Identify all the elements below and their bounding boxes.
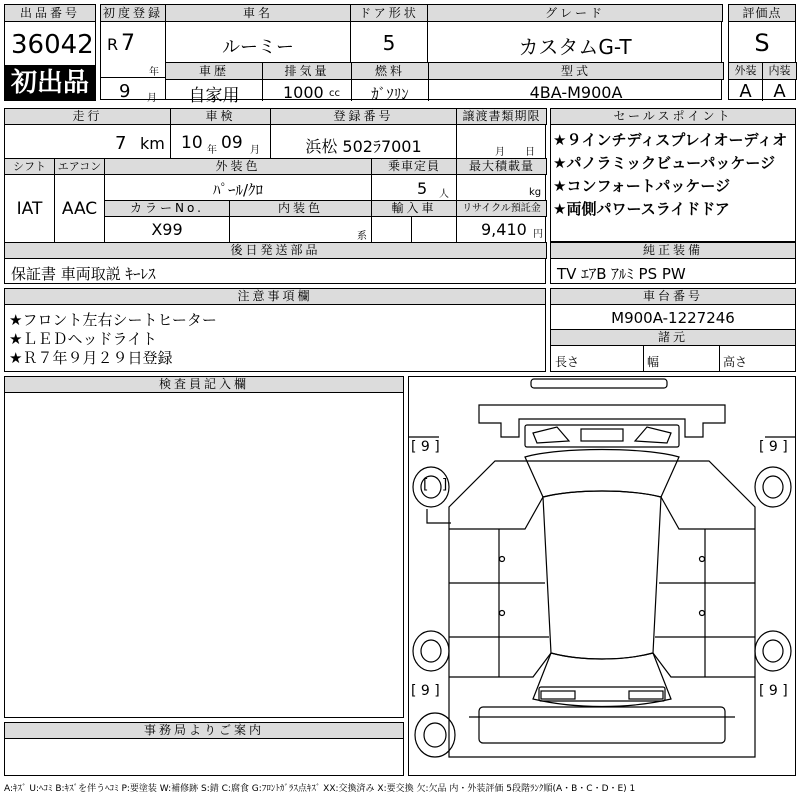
reg-month: 9 xyxy=(119,81,131,102)
tire-grade-spare: [ ] xyxy=(423,477,448,493)
shift-label: シフト xyxy=(4,158,55,175)
lot-number: 36042 xyxy=(11,30,94,60)
model-label: 型式 xyxy=(428,62,724,80)
office-label: 事務局よりご案内 xyxy=(4,722,404,739)
score-label: 評価点 xyxy=(728,4,796,22)
d-vline-1 xyxy=(170,108,171,159)
inspection-month-unit: 月 xyxy=(250,145,260,156)
tire-grade-fl-value: 9 xyxy=(420,439,430,455)
front-vent xyxy=(581,429,623,441)
capacity-value: 5 xyxy=(417,179,428,198)
ext-color-label: 外装色 xyxy=(104,158,372,175)
import-label: 輸入車 xyxy=(371,200,457,217)
reg-month-unit: 月 xyxy=(147,93,157,104)
inspector-box xyxy=(4,376,404,718)
int-color-unit: 系 xyxy=(357,231,367,242)
tire-front-right xyxy=(755,467,791,507)
note-item: ★ＬＥＤヘッドライト xyxy=(9,330,157,348)
height-label: 高さ xyxy=(723,355,748,369)
damage-diagram-box xyxy=(408,376,796,776)
mileage-unit: km xyxy=(140,134,165,153)
tire-grade-fl: [ 9 ] xyxy=(411,439,440,455)
era-letter: R xyxy=(107,35,119,54)
tire-grade-rr-value: 9 xyxy=(768,683,778,699)
right-side-panel xyxy=(661,497,755,529)
chassis-box xyxy=(550,288,796,372)
color-no-value: X99 xyxy=(151,220,183,239)
tire-grade-rl: [ 9 ] xyxy=(411,683,440,699)
front-outline xyxy=(479,405,725,437)
body-outline xyxy=(449,461,755,757)
chassis-vline-2 xyxy=(719,345,720,372)
sales-points-label: セールスポイント xyxy=(550,108,796,125)
sales-point-item: ★コンフォートパッケージ xyxy=(553,177,731,195)
legend-text: A:ｷｽﾞ U:ﾍｺﾐ B:ｷｽﾞを伴うﾍｺﾐ P:要塗装 W:補修跡 S:錆 C:腐食 G:ﾌﾛﾝﾄｶﾞﾗｽ点ｷｽﾞ XX:交換済み X:要交換 欠:欠品 内・外装評価 5段階ﾗﾝｸ順(A・B・C・D・E) 1 xyxy=(4,784,636,794)
transfer-day-unit: 日 xyxy=(525,147,535,158)
length-label: 長さ xyxy=(555,355,580,369)
history-label: 車歴 xyxy=(165,62,263,80)
notes-label: 注意事項欄 xyxy=(4,288,546,305)
front-grille xyxy=(525,425,679,447)
left-door-handle xyxy=(500,557,505,562)
capacity-unit: 人 xyxy=(439,189,449,200)
lot-number-label: 出品番号 xyxy=(4,4,96,22)
recycle-value: 9,410 xyxy=(481,220,527,239)
chassis-vline-1 xyxy=(643,345,644,372)
score-box xyxy=(728,4,796,100)
tire-rear-right xyxy=(755,631,791,671)
note-item: ★Ｒ７年９月２９日登録 xyxy=(9,349,173,367)
grade-value: カスタムG-T xyxy=(518,35,632,59)
history-value: 自家用 xyxy=(188,86,240,106)
notes-box xyxy=(4,288,546,372)
door-label: ドア形状 xyxy=(350,4,428,22)
fuel-value: ｶﾞｿﾘﾝ xyxy=(371,85,409,103)
interior-value: A xyxy=(773,81,786,102)
aircon-label: エアコン xyxy=(54,158,105,175)
shift-value: IAT xyxy=(16,199,43,219)
equipment-value: TV ｴｱB ｱﾙﾐ PS PW xyxy=(557,265,686,283)
score-value: S xyxy=(754,29,770,57)
later-parts-label: 後日発送部品 xyxy=(4,242,547,259)
displacement-value: 1000 xyxy=(283,83,324,102)
equipment-box xyxy=(550,242,796,284)
recycle-unit: 円 xyxy=(533,229,543,240)
car-name: ルーミー xyxy=(222,37,294,58)
inspection-year: 10 xyxy=(181,133,203,153)
details-box xyxy=(4,108,546,284)
tire-grade-fr-value: 9 xyxy=(768,439,778,455)
mileage-value: 7 xyxy=(115,133,127,154)
front-bumper xyxy=(531,379,667,388)
rear-plate xyxy=(541,691,575,699)
ext-color-value: ﾊﾟｰﾙ/ｸﾛ xyxy=(212,181,264,199)
later-parts-value: 保証書 車両取説 ｷｰﾚｽ xyxy=(11,265,156,283)
sales-points-box xyxy=(550,108,796,242)
capacity-label: 乗車定員 xyxy=(371,158,457,175)
first-reg-label: 初度登録 xyxy=(100,4,166,22)
inspection-label: 車検 xyxy=(170,108,271,125)
displacement-unit: cc xyxy=(329,88,340,99)
car-diagram xyxy=(409,377,795,775)
equipment-label: 純正装備 xyxy=(550,242,796,259)
vehicle-header-box xyxy=(100,4,722,106)
reg-year-unit: 年 xyxy=(149,67,159,78)
chassis-value: M900A-1227246 xyxy=(611,309,735,327)
int-color-label: 内装色 xyxy=(229,200,372,217)
sales-point-item: ★パノラミックビューパッケージ xyxy=(553,154,776,172)
note-item: ★フロント左右シートヒーター xyxy=(9,311,217,329)
new-listing-text: 初出品 xyxy=(10,68,89,98)
car-name-label: 車名 xyxy=(165,4,351,22)
color-no-label: カラーNo. xyxy=(104,200,230,217)
left-side-panel xyxy=(449,497,543,529)
inspection-month: 09 xyxy=(221,133,243,153)
tire-grade-rl-value: 9 xyxy=(420,683,430,699)
office-box xyxy=(4,722,404,776)
aircon-value: AAC xyxy=(61,199,98,219)
load-unit: kg xyxy=(529,187,542,198)
width-label: 幅 xyxy=(647,355,660,369)
sales-point-item: ★９インチディスプレイオーディオ xyxy=(553,131,788,149)
recycle-label: リサイクル預託金 xyxy=(456,200,547,217)
rear-lower xyxy=(479,707,725,743)
fuel-label: 燃料 xyxy=(351,62,429,80)
headlight-right xyxy=(635,427,671,443)
transfer-label: 譲渡書類期限 xyxy=(456,108,547,125)
displacement-label: 排気量 xyxy=(262,62,352,80)
exterior-value: A xyxy=(739,81,752,102)
door-value: 5 xyxy=(382,31,396,55)
tire-grade-fr: [ 9 ] xyxy=(759,439,788,455)
inspector-label: 検査員記入欄 xyxy=(4,376,404,393)
windshield xyxy=(525,450,679,498)
d-vline-10 xyxy=(411,216,412,242)
reg-year: 7 xyxy=(121,31,135,56)
mileage-label: 走行 xyxy=(4,108,171,125)
model-value: 4BA-M900A xyxy=(529,83,623,102)
grade-label: グレード xyxy=(427,4,723,22)
tire-rear-left xyxy=(413,631,449,671)
load-label: 最大積載量 xyxy=(456,158,547,175)
interior-label: 内装 xyxy=(762,62,797,80)
transfer-month-unit: 月 xyxy=(495,147,505,158)
lot-number-box xyxy=(4,4,96,100)
registration-label: 登録番号 xyxy=(270,108,457,125)
dims-label: 諸元 xyxy=(550,329,796,346)
exterior-label: 外装 xyxy=(728,62,763,80)
inspection-year-unit: 年 xyxy=(207,145,217,156)
right-door-handle xyxy=(700,557,705,562)
headlight-left xyxy=(533,427,569,443)
registration-value: 浜松 502ﾗ7001 xyxy=(305,137,422,156)
chassis-label: 車台番号 xyxy=(550,288,796,305)
tire-grade-rr: [ 9 ] xyxy=(759,683,788,699)
sales-point-item: ★両側パワースライドドア xyxy=(553,200,730,218)
roof xyxy=(543,491,661,659)
new-listing-badge xyxy=(4,65,96,101)
d-vline-9 xyxy=(371,200,372,242)
